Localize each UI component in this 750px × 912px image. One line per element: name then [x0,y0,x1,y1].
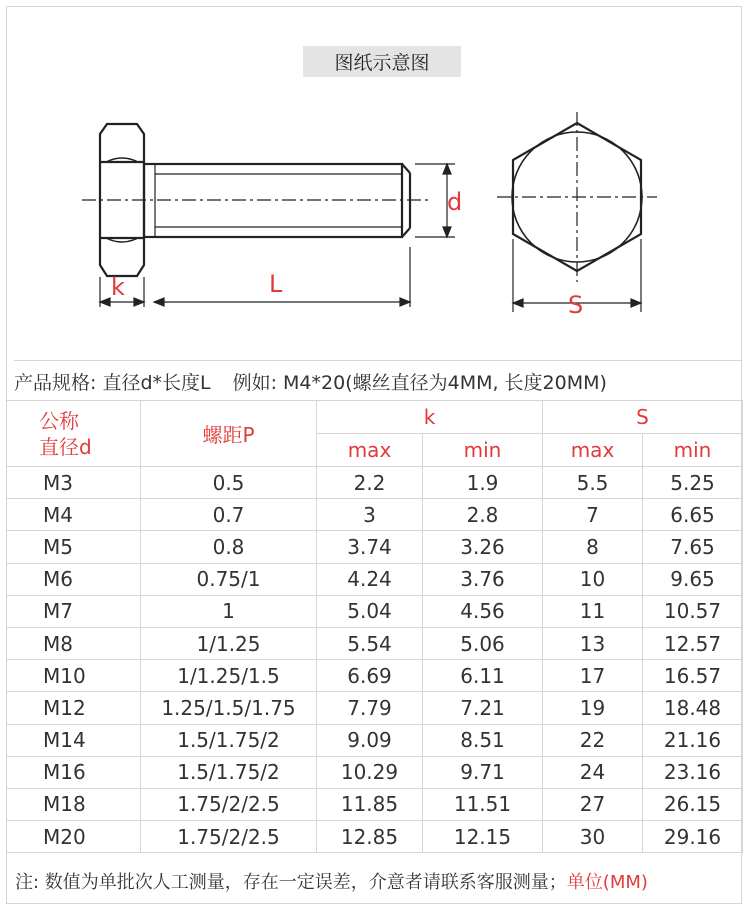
cell-s-min: 9.65 [643,563,743,595]
footnote-unit: 单位(MM) [566,871,648,893]
table-row [7,692,743,724]
cell-d: M3 [7,467,141,499]
cell-s-max: 7 [543,499,643,531]
table-row [7,595,743,627]
cell-s-min: 18.48 [643,692,743,724]
cell-k-min: 8.51 [423,724,543,756]
cell-k-max: 9.09 [317,724,423,756]
cell-s-min: 12.57 [643,627,743,659]
cell-d: M20 [7,821,141,853]
cell-k-max: 11.85 [317,788,423,820]
cell-d: M16 [7,756,141,788]
cell-s-min: 21.16 [643,724,743,756]
cell-p: 1.5/1.75/2 [141,756,317,788]
cell-p: 0.8 [141,531,317,563]
cell-d: M6 [7,563,141,595]
cell-k-max: 3 [317,499,423,531]
cell-s-max: 19 [543,692,643,724]
label-d: d [447,188,463,216]
cell-s-max: 17 [543,660,643,692]
cell-s-max: 10 [543,563,643,595]
cell-d: M4 [7,499,141,531]
cell-k-min: 4.56 [423,595,543,627]
header-k: k [317,401,543,434]
header-diameter: 公称 直径d [7,401,141,467]
table-row [7,499,743,531]
cell-k-max: 10.29 [317,756,423,788]
table-row [7,756,743,788]
cell-k-max: 4.24 [317,563,423,595]
table-row [7,660,743,692]
cell-d: M10 [7,660,141,692]
cell-s-min: 16.57 [643,660,743,692]
cell-k-max: 2.2 [317,467,423,499]
cell-k-min: 5.06 [423,627,543,659]
table-row [7,531,743,563]
cell-k-max: 3.74 [317,531,423,563]
cell-p: 1.25/1.5/1.75 [141,692,317,724]
spec-example: 例如: M4*20(螺丝直径为4MM, 长度20MM) [232,371,607,394]
label-k: k [111,273,125,301]
cell-s-max: 13 [543,627,643,659]
table-row [7,788,743,820]
cell-d: M12 [7,692,141,724]
table-row [7,563,743,595]
header-s: S [543,401,743,434]
cell-p: 1/1.25/1.5 [141,660,317,692]
cell-d: M5 [7,531,141,563]
label-L: L [269,270,283,298]
cell-k-min: 7.21 [423,692,543,724]
cell-d: M14 [7,724,141,756]
cell-s-max: 5.5 [543,467,643,499]
cell-s-max: 22 [543,724,643,756]
cell-s-max: 30 [543,821,643,853]
cell-k-min: 2.8 [423,499,543,531]
cell-d: M8 [7,627,141,659]
cell-s-min: 26.15 [643,788,743,820]
cell-s-max: 8 [543,531,643,563]
cell-k-min: 11.51 [423,788,543,820]
cell-p: 0.75/1 [141,563,317,595]
header-k-min: min [423,434,543,467]
header-s-min: min [643,434,743,467]
cell-s-max: 24 [543,756,643,788]
header-s-max: max [543,434,643,467]
cell-k-max: 5.54 [317,627,423,659]
footnote [6,858,742,904]
cell-d: M7 [7,595,141,627]
cell-p: 1.75/2/2.5 [141,788,317,820]
cell-s-min: 29.16 [643,821,743,853]
table-row [7,627,743,659]
footnote-text: 注: 数值为单批次人工测量，存在一定误差，介意者请联系客服测量； [15,871,567,893]
cell-k-max: 12.85 [317,821,423,853]
cell-p: 1/1.25 [141,627,317,659]
cell-s-min: 10.57 [643,595,743,627]
cell-p: 0.5 [141,467,317,499]
cell-s-max: 27 [543,788,643,820]
cell-k-min: 9.71 [423,756,543,788]
cell-p: 1.5/1.75/2 [141,724,317,756]
spec-table-body [7,467,743,853]
cell-k-max: 6.69 [317,660,423,692]
table-row [7,724,743,756]
cell-k-max: 5.04 [317,595,423,627]
cell-s-max: 11 [543,595,643,627]
header-k-max: max [317,434,423,467]
table-row [7,821,743,853]
cell-s-min: 6.65 [643,499,743,531]
spec-table [6,400,743,853]
cell-s-min: 7.65 [643,531,743,563]
cell-d: M18 [7,788,141,820]
spec-description [14,360,742,401]
cell-k-min: 12.15 [423,821,543,853]
cell-k-min: 6.11 [423,660,543,692]
cell-k-min: 3.76 [423,563,543,595]
cell-k-max: 7.79 [317,692,423,724]
cell-p: 0.7 [141,499,317,531]
diagram-title: 图纸示意图 [303,46,461,77]
cell-k-min: 1.9 [423,467,543,499]
cell-p: 1.75/2/2.5 [141,821,317,853]
cell-p: 1 [141,595,317,627]
bolt-drawing [7,7,741,359]
cell-s-min: 5.25 [643,467,743,499]
cell-s-min: 23.16 [643,756,743,788]
table-row [7,467,743,499]
label-S: S [568,291,584,319]
cell-k-min: 3.26 [423,531,543,563]
spec-prefix: 产品规格: 直径d*长度L [14,371,211,394]
technical-drawing [7,7,741,359]
header-pitch: 螺距P [141,401,317,467]
